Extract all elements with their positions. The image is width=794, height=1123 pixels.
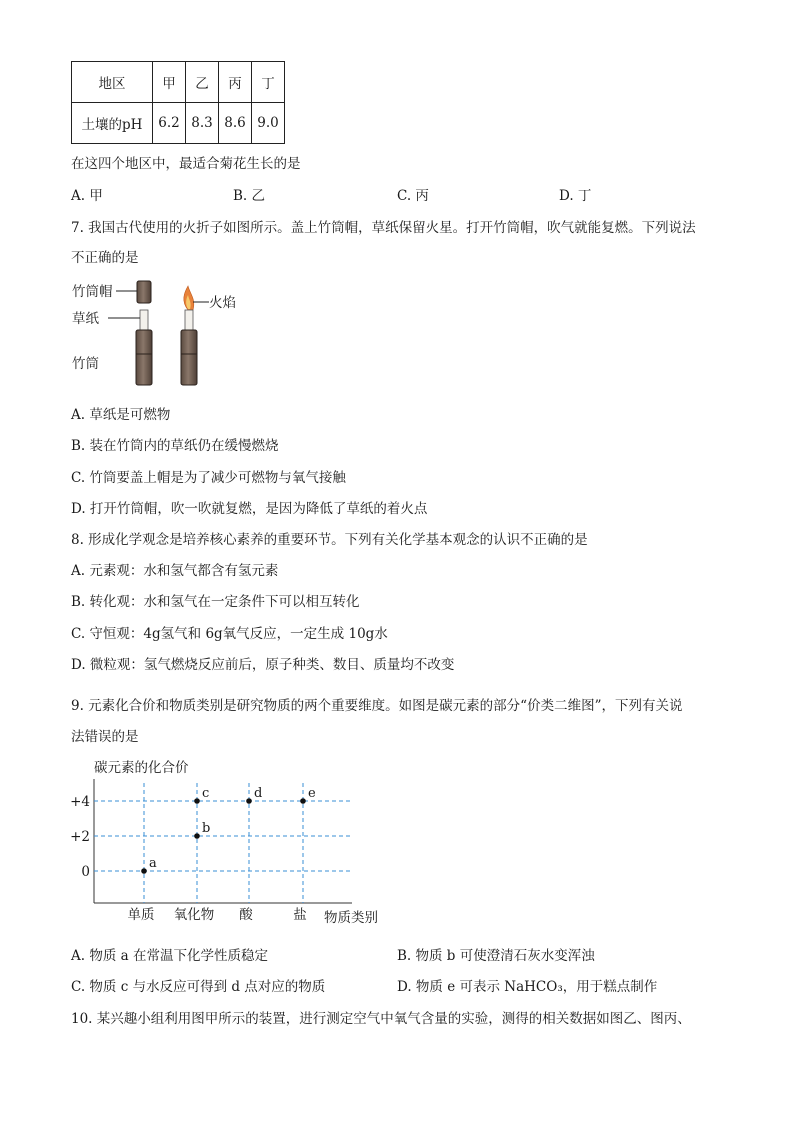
table-cell: 甲 <box>153 62 186 103</box>
ph-table-value-row <box>72 103 285 144</box>
table-cell: 8.3 <box>186 103 219 144</box>
q8-option-a: A. 元素观：水和氢气都含有氢元素 <box>71 563 279 579</box>
q7-stem-line2: 不正确的是 <box>71 250 139 266</box>
q7-option-a: A. 草纸是可燃物 <box>71 407 171 423</box>
chart-x-tick-label: 氧化物 <box>173 907 215 923</box>
chart-y-tick-label: +2 <box>70 829 90 845</box>
q7-stem-line1: 7. 我国古代使用的火折子如图所示。盖上竹筒帽，草纸保留火星。打开竹筒帽，吹气就能复燃。下列说法 <box>71 220 696 236</box>
cap-label: 竹筒帽 <box>72 284 113 300</box>
tube-label: 竹筒 <box>72 356 99 372</box>
q9-option-d: D. 物质 e 可表示 NaHCO₃，用于糕点制作 <box>397 979 658 995</box>
q7-option-b: B. 装在竹筒内的草纸仍在缓慢燃烧 <box>71 438 279 454</box>
q6-option-c: C. 丙 <box>397 188 429 204</box>
chart-x-tick-label: 盐 <box>293 907 307 923</box>
ph-table <box>71 61 285 144</box>
q10-stem: 10. 某兴趣小组利用图甲所示的装置，进行测定空气中氧气含量的实验，测得的相关数据如图乙、图丙、 <box>71 1011 691 1027</box>
chart-point-a <box>141 868 147 874</box>
q9-stem-line2: 法错误的是 <box>71 729 139 745</box>
q8-option-b: B. 转化观：水和氢气在一定条件下可以相互转化 <box>71 594 360 610</box>
q7-option-c: C. 竹筒要盖上帽是为了减少可燃物与氧气接触 <box>71 470 346 486</box>
chart-point-label: b <box>202 821 211 836</box>
chart-y-tick-label: 0 <box>81 864 90 880</box>
q8-stem: 8. 形成化学观念是培养核心素养的重要环节。下列有关化学基本观念的认识不正确的是 <box>71 532 588 548</box>
bamboo-cap <box>137 281 151 303</box>
chart-x-tick-label: 酸 <box>239 907 253 923</box>
q8-option-d: D. 微粒观：氢气燃烧反应前后，原子种类、数目、质量均不改变 <box>71 657 455 673</box>
table-cell: 丙 <box>219 62 252 103</box>
paper-label: 草纸 <box>72 311 99 327</box>
chart-point-d <box>246 798 252 804</box>
q9-option-a: A. 物质 a 在常温下化学性质稳定 <box>71 948 268 964</box>
fire-starter-figure <box>60 272 260 390</box>
table-cell: 土壤的pH <box>72 103 153 144</box>
q7-option-d: D. 打开竹筒帽，吹一吹就复燃，是因为降低了草纸的着火点 <box>71 501 428 517</box>
q6-option-b: B. 乙 <box>233 188 266 204</box>
q9-stem-line1: 9. 元素化合价和物质类别是研究物质的两个重要维度。如图是碳元素的部分“价类二维图”，下列有关说 <box>71 698 683 714</box>
q9-option-c: C. 物质 c 与水反应可得到 d 点对应的物质 <box>71 979 326 995</box>
valence-category-chart <box>60 755 400 935</box>
table-cell: 9.0 <box>252 103 285 144</box>
table-cell: 8.6 <box>219 103 252 144</box>
chart-point-label: d <box>254 786 263 801</box>
table-cell: 地区 <box>72 62 153 103</box>
table-cell: 丁 <box>252 62 285 103</box>
chart-x-tick-label: 单质 <box>127 907 155 923</box>
table-cell: 乙 <box>186 62 219 103</box>
chart-point-c <box>194 798 200 804</box>
bamboo-tube-right <box>181 330 197 385</box>
chart-point-label: c <box>202 786 210 801</box>
q6-option-a: A. 甲 <box>71 188 103 204</box>
bamboo-tube-left <box>136 330 152 385</box>
chart-y-tick-label: +4 <box>70 794 90 810</box>
q8-option-c: C. 守恒观：4g氢气和 6g氧气反应，一定生成 10g水 <box>71 626 388 642</box>
chart-point-b <box>194 833 200 839</box>
q9-option-b: B. 物质 b 可使澄清石灰水变浑浊 <box>397 948 595 964</box>
ph-table-header-row <box>72 62 285 103</box>
flame-label: 火焰 <box>209 295 236 311</box>
chart-point-e <box>300 798 306 804</box>
chart-point-label: e <box>308 786 316 801</box>
q6-option-d: D. 丁 <box>559 188 592 204</box>
chart-point-label: a <box>149 856 157 871</box>
chart-x-axis-label: 物质类别 <box>324 910 378 926</box>
table-cell: 6.2 <box>153 103 186 144</box>
chart-y-axis-label: 碳元素的化合价 <box>94 760 189 776</box>
q6-stem: 在这四个地区中，最适合菊花生长的是 <box>71 156 301 172</box>
